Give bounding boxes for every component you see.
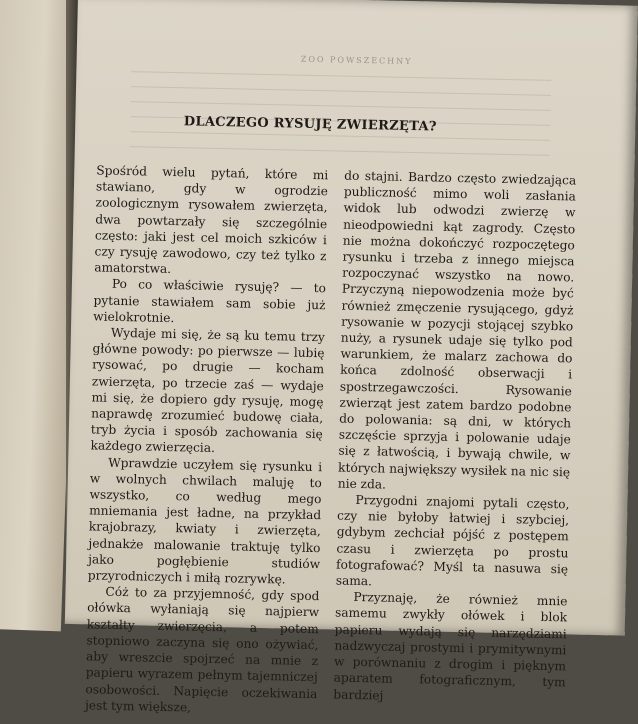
paragraph-1: [94, 162, 328, 280]
book-page: [65, 0, 638, 715]
left-text-column: [85, 162, 328, 718]
paragraph-1-text: Spośród wielu pytań, które mi stawiano, gdy w ogrodzie zoologicznym rysowałem zwierzęta, dwa powtarzały się szczególnie często: jaki jest cel moich szkiców i czy rysuję zawodowo, czy też tylko z amatorstwa.: [94, 163, 329, 277]
article-title: DLACZEGO RYSUJĘ ZWIERZĘTA?: [183, 114, 437, 135]
paragraph-7: Przygodni znajomi pytali często, czy nie byłoby łatwiej i szybciej, gdybym zechciał pójść z postępem czasu i zwierzęta po prostu fotografować? Myśl ta nasuwa się sama.: [335, 492, 570, 589]
running-head: ZOO POWSZECHNY: [300, 54, 413, 67]
paragraph-4: Wprawdzie uczyłem się rysunku i w wolnych chwilach maluję to wszystko, co według mego mniemania jest ładne, na przykład krajobrazy, kwiaty i zwierzęta, jednakże malowanie traktuję tylko jako pogłębienie studiów przyrodniczych i miłą rozrywkę.: [87, 455, 323, 587]
paragraph-3: Wydaje mi się, że są ku temu trzy główne powody: po pierwsze — lubię rysować, po drugie — kocham zwierzęta, po trzecie zaś — wydaje mi się, że dopiero gdy rysuję, mogę naprawdę zrozumieć budowę ciała, tryb życia i sposób zachowania się każdego zwierzęcia.: [90, 325, 326, 456]
right-text-column: [333, 168, 576, 707]
paragraph-2: Po co właściwie rysuję? — to pytanie stawiałem sam sobie już wielokrotnie.: [93, 277, 327, 325]
paragraph-6: do stajni. Bardzo często zwiedzająca publiczność mimo woli zasłania widok lub odwodzi zwierzę w nieodpowiedni kąt zagrody. Często nie można dokończyć rozpoczętego rysunku i trzeba z innego miejsca rozpoczynać wszystko na nowo. Przyczyną niepowodzenia może być również zmęczenie rysującego, gdyż rysowanie w pozycji stojącej szybko nuży, a rysunek udaje się tylko pod warunkiem, że malarz zachowa do końca zdolność obserwacji i spostrzegawczości. Rysowanie zwierząt jest zatem bardzo podobne do polowania: są dni, w których szczęście sprzyja i polowanie udaje się z łatwością, i bywają chwile, w których największy wysiłek na nic się nie zda.: [337, 168, 577, 492]
paragraph-5: Cóż to za przyjemność, gdy spod ołówka wyłaniają się najpierw kształty zwierzęcia, a potem stopniowo zaczyna się ono ożywiać, aby wreszcie spojrzeć na mnie z papieru wyrazem pełnym tajemniczej osobowości. Napięcie oczekiwania jest tym większe,: [84, 584, 320, 715]
paragraph-8: Przyznaję, że również mnie samemu zwykły ołówek i blok papieru wydają się narzędziami nadzwyczaj prostymi i prymitywnymi w porównaniu z drogim i pięknym aparatem fotograficznym, tym bardziej: [333, 590, 568, 703]
